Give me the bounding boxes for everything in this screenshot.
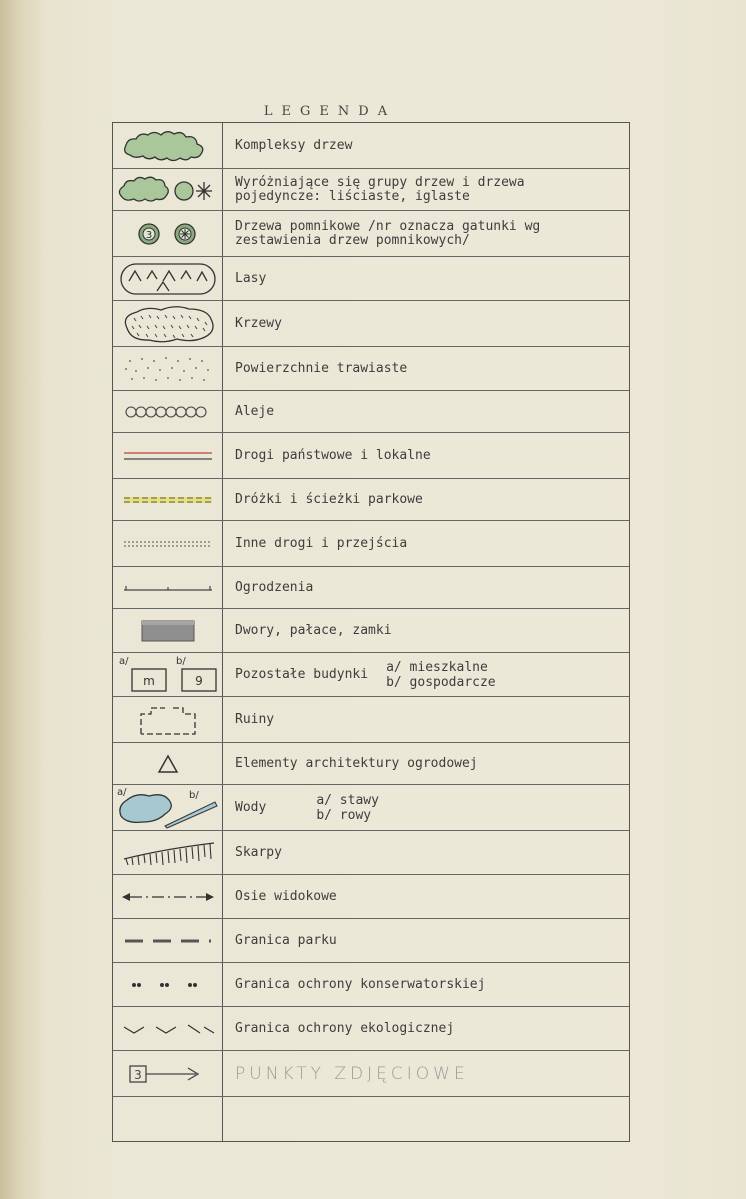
legend-sub-b: b/ gospodarcze [386,674,496,690]
legend-label: Osie widokowe [235,888,337,904]
tree-complex-icon [113,123,223,168]
view-axis-icon [113,875,223,918]
monument-tree-icon [113,211,223,256]
legend-label: Kompleksy drzew [235,137,353,153]
photo-point-icon [113,1051,223,1096]
legend-label-line1: Wyróżniające się grupy drzew i drzewa [235,174,525,190]
water-tag-a: a/ [116,786,126,798]
other-road-icon [113,521,223,566]
legend-row-park-border [113,919,629,963]
legend-row-garden-architecture [113,743,629,785]
legend-row-manors [113,609,629,653]
legend-table [112,122,630,1142]
legend-row-paths [113,479,629,521]
empty-symbol-cell [113,1097,223,1141]
legend-row-forests [113,257,629,301]
legend-row-ecological-border [113,1007,629,1051]
legend-label: Granica ochrony konserwatorskiej [235,976,486,992]
building-icon [113,653,223,696]
legend-row-shrubs [113,301,629,347]
ecological-border-icon [113,1007,223,1050]
legend-title: LEGENDA [263,104,397,119]
legend-row-fences [113,567,629,609]
legend-label: Dwory, pałace, zamki [235,622,392,638]
slope-icon [113,831,223,874]
legend-row-tree-complexes [113,123,629,169]
legend-row-slopes [113,831,629,875]
legend-row-empty [113,1097,629,1141]
legend-row-other-buildings [113,653,629,697]
legend-label: Powierzchnie trawiaste [235,360,408,376]
legend-label: Ruiny [235,711,275,727]
legend-label [223,1097,629,1141]
alley-icon [113,391,223,432]
water-tag-b: b/ [188,789,199,801]
water-icon [113,785,223,830]
manor-icon [113,609,223,652]
road-icon [113,433,223,478]
legend-label: Skarpy [235,844,282,860]
fence-icon [113,567,223,608]
legend-label-line2: zestawienia drzew pomnikowych/ [235,232,470,248]
legend-label: Granica ochrony ekologicznej [235,1020,455,1036]
legend-label: Inne drogi i przejścia [235,535,408,551]
legend-label: Granica parku [235,932,337,948]
forest-icon [113,257,223,300]
ruins-icon [113,697,223,742]
triangle-icon [113,743,223,784]
legend-label: Dróżki i ścieżki parkowe [235,491,423,507]
legend-label: Drogi państwowe i lokalne [235,447,431,463]
legend-row-grass [113,347,629,391]
legend-row-view-axes [113,875,629,919]
legend-row-roads [113,433,629,479]
photo-point-number: 3 [133,1067,142,1082]
legend-row-conservation-border [113,963,629,1007]
grass-icon [113,347,223,390]
legend-label: Aleje [235,403,275,419]
shrub-icon [113,301,223,346]
legend-label: Krzewy [235,315,282,331]
legend-label-line2: pojedyncze: liściaste, iglaste [235,188,470,204]
legend-row-photo-points [113,1051,629,1097]
monument-tree-number: 3 [145,229,152,241]
legend-label: Ogrodzenia [235,579,314,595]
tree-group-icon [113,169,223,210]
building-tag-b: b/ [175,655,186,667]
legend-label: Elementy architektury ogrodowej [235,755,478,771]
legend-label: Pozostałe budynki [235,666,369,682]
legend-sub-a: a/ mieszkalne [386,659,488,675]
legend-row-ruins [113,697,629,743]
conservation-border-icon [113,963,223,1006]
legend-row-monument-trees [113,211,629,257]
legend-row-other-roads [113,521,629,567]
legend-label: Lasy [235,270,267,286]
legend-sub-a: a/ stawy [316,792,379,808]
legend-row-water [113,785,629,831]
legend-label-line1: Drzewa pomnikowe /nr oznacza gatunki wg [235,218,541,234]
legend-label: Wody [235,799,267,815]
legend-label: PUNKTY ZDJĘCIOWE [235,1063,469,1084]
legend-row-tree-groups [113,169,629,211]
path-icon [113,479,223,520]
building-box-b: 9 [194,673,203,688]
legend-row-alleys [113,391,629,433]
building-tag-a: a/ [118,655,128,667]
building-box-a: m [142,673,155,688]
legend-sub-b: b/ rowy [316,807,372,823]
park-border-icon [113,919,223,962]
